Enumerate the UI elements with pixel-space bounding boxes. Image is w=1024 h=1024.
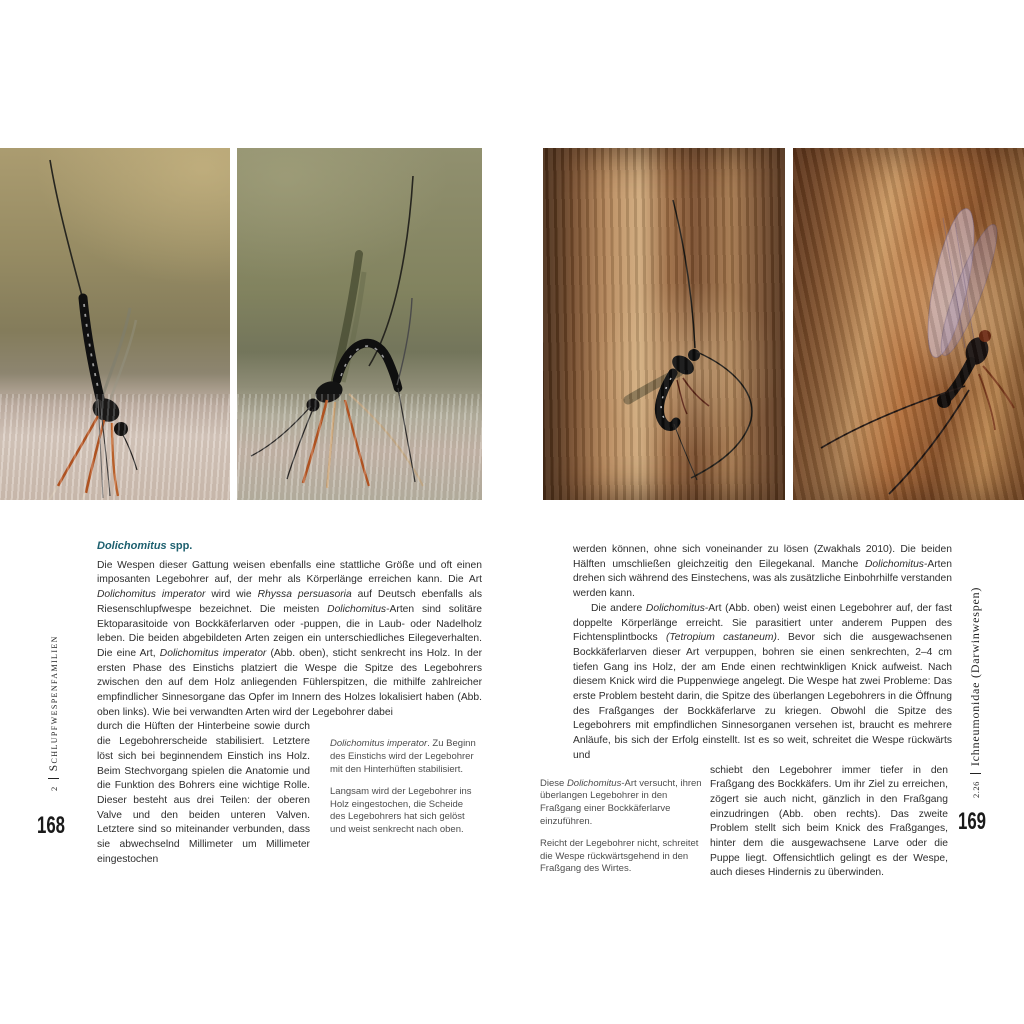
photo-caption: Diese Dolichomitus-Art versucht, ihren überlangen Legebohrer in den Fraßgang einer Bockkäferlarve einzuführen. [540, 777, 702, 827]
left-body-continuation: durch die Hüften der Hinterbeine sowie durch die Legebohrerscheide stabilisiert. Letztere löst sich bei beginnendem Einstich ins Holz. Beim Stechvorgang spielen die Anatomie und die Funktion des Bohrers eine wichtige Rolle. Dieser besteht aus drei Teilen: der oberen Valve und den beiden unteren Valven. Letztere sind so miteinander verbunden, dass sie abwechselnd Millimeter um Millimeter eingestochen [97, 721, 310, 865]
wasp-illustration [0, 148, 230, 500]
right-body-continuation: schiebt den Legebohrer immer tiefer in den Fraßgang des Bockkäfers. Um ihr Ziel zu erreichen, zögert sie auch nicht, gänzlich in den Fraßgang einzudringen (Abb. oben rechts). Das zweite Problem stellt sich beim Knick des Fraßganges, hinter dem die ausgewachsene Larve oder die Puppe liegt. Offensichtlich gelingt es der Wespe, auch dieses Hindernis zu überwinden. [710, 764, 948, 879]
right-lower-row [540, 764, 952, 886]
right-caption-column [540, 764, 707, 886]
photo-wasp-ovipositor-vertical-pale-wood [0, 148, 230, 500]
chapter-title: Schlupfwespenfamilien [48, 635, 60, 772]
page-number-right: 169 [958, 808, 987, 835]
right-body-paragraph-1: werden können, ohne sich voneinander zu lösen (Zwakhals 2010). Die beiden Hälften umschließen gleichzeitig den Eilegekanal. Manche Dolichomitus-Arten drehen sich während des Einstechens, was als zusätzliche Einbohrhilfe verstanden werden kann. [573, 544, 952, 600]
photo-wasp-closeup-orange-wood [793, 148, 1024, 500]
right-margin-section-label [966, 587, 984, 798]
right-body-paragraph-2: Die andere Dolichomitus-Art (Abb. oben) weist einen Legebohrer auf, der fast doppelte Körperlänge erreicht. Sie parasitiert unter anderem Puppen des Fichtensplintbocks (Tetropium castaneum). Bevor sich die ausgewachsenen Bockkäferlarven dieser Art verpuppen, bohren sie einen senkrechten, 2–4 cm tiefen Gang ins Holz, der am Ende einen rechtwinkligen Knick aufweist. Nach diesem Knick wird die Puppenwiege angelegt. Die Wespe hat zwei Probleme: Das erste Problem besteht darin, die Spitze des überlangen Legebohrers in die Öffnung des Fraßganges der Bockkäferlarve zu kriegen. Obwohl die Spitze des Legebohrers mit empfindlichen Sinnesorganen versehen ist, braucht es mehrere Anläufe, bis sich der Erfolg einstellt. Ist es so weit, schreitet die Wespe rückwärts und [573, 602, 952, 761]
photo-caption: Reicht der Legebohrer nicht, schreitet die Wespe rückwärtsgehend in den Fraßgang des Wirtes. [540, 837, 699, 875]
photo-caption: Dolichomitus imperator. Zu Beginn des Einstichs wird der Legebohrer mit den Hinterhüften stabilisiert. [330, 738, 476, 776]
divider-rule [48, 778, 59, 779]
section-title: Ichneumonidae (Darwinwespen) [968, 586, 982, 767]
chapter-number: 2 [49, 786, 59, 791]
species-heading: Dolichomitus spp. [97, 540, 193, 552]
photo-caption: Langsam wird der Legebohrer ins Holz eingestochen, die Scheide des Legebohrers hat sich gelöst und weist senkrecht nach oben. [330, 785, 472, 836]
photo-wasp-arched-inserting-ovipositor [237, 148, 482, 500]
section-number: 2.26 [971, 781, 981, 798]
left-margin-chapter-label [44, 635, 62, 791]
wasp-illustration [543, 148, 785, 500]
wasp-illustration [237, 148, 482, 500]
right-page-text-column [540, 543, 952, 885]
wasp-illustration [793, 148, 1024, 500]
left-lower-row [97, 720, 482, 867]
left-caption-column [330, 720, 476, 846]
divider-rule [970, 773, 981, 774]
left-page-text-column [97, 539, 482, 867]
left-body-paragraph: Die Wespen dieser Gattung weisen ebenfalls eine stattliche Größe und oft einen imposanten Legebohrer auf, der mehr als Körperlänge erreichen kann. Die Art Dolichomitus imperator wird wie Rhyssa persuasoria auf Deutsch ebenfalls als Riesenschlupfwespe bezeichnet. Die meisten Dolichomitus-Arten sind solitäre Ektoparasitoide von Bockkäferlarven oder -puppen, die in Laub- oder Nadelholz leben. Die beiden abgebildeten Arten zeigen ein unterschiedliches Eilegeverhalten. Die eine Art, Dolichomitus imperator (Abb. oben), sticht senkrecht ins Holz. In der ersten Phase des Einstichs platziert die Wespe die Spitze des Legebohrers zwischen den auf dem Holz anliegenden Fühlerspitzen, die mithilfe zahlreicher empfindlicher Sinnesorgane das Opfer im Innern des Holzes lokalisiert haben (Abb. oben links). Wie bei verwandten Arten wird der Legebohrer dabei [97, 559, 483, 718]
photo-wasp-on-bark-probing-frassgang [543, 148, 785, 500]
page-number-left: 168 [37, 812, 66, 839]
